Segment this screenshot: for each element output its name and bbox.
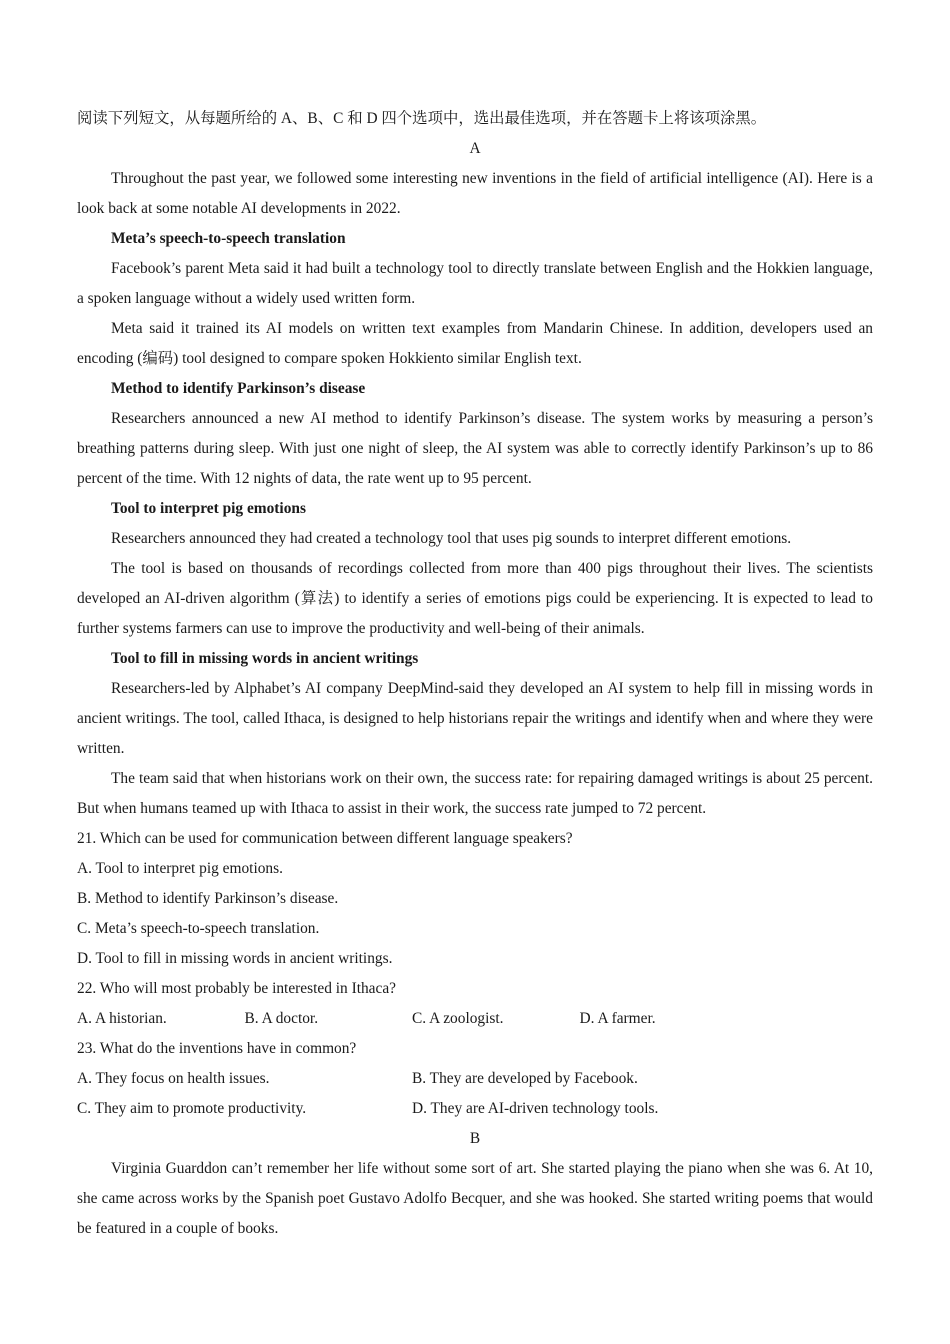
paragraph: Facebook’s parent Meta said it had built a technology tool to directly translate between English and the Hokkien language, a spoken language without a widely used written form.	[77, 260, 873, 307]
passage-a-intro: Throughout the past year, we followed some interesting new inventions in the field of artificial intelligence (AI). Here is a look back at some notable AI developments in 2022.	[77, 170, 873, 217]
paragraph: The tool is based on thousands of recordings collected from more than 400 pigs throughout their lives. The scientists developed an AI-driven algorithm (算法) to identify a series of emotions pigs could be experiencing. It is expected to lead to further systems farmers can use to improve the productivity and well-being of their animals.	[77, 560, 873, 637]
question-21-stem: 21. Which can be used for communication between different language speakers?	[77, 830, 573, 847]
question-23-option-a: A. They focus on health issues.	[77, 1070, 270, 1087]
question-21-option-d: D. Tool to fill in missing words in ancient writings.	[77, 950, 393, 967]
question-23-option-d: D. They are AI-driven technology tools.	[412, 1100, 659, 1117]
passage-a-label: A	[469, 140, 481, 157]
question-23-options-row-2	[77, 1094, 873, 1124]
exam-page	[77, 104, 873, 1244]
section-heading-parkinsons: Method to identify Parkinson’s disease	[111, 380, 366, 397]
question-21-option-c: C. Meta’s speech-to-speech translation.	[77, 920, 320, 937]
question-23-option-c: C. They aim to promote productivity.	[77, 1100, 307, 1117]
paragraph: Researchers announced a new AI method to identify Parkinson’s disease. The system works by measuring a person’s breathing patterns during sleep. With just one night of sleep, the AI system was able to correctly identify Parkinson’s up to 86 percent of the time. With 12 nights of data, the rate went up to 95 percent.	[77, 410, 873, 487]
question-22-option-a: A. A historian.	[77, 1010, 167, 1027]
question-23-stem: 23. What do the inventions have in common?	[77, 1040, 357, 1057]
paragraph: The team said that when historians work on their own, the success rate: for repairing damaged writings is about 25 percent. But when humans teamed up with Ithaca to assist in their work, the success rate jumped to 72 percent.	[77, 770, 873, 817]
section-heading-pig-emotions: Tool to interpret pig emotions	[111, 500, 306, 517]
passage-b-label: B	[469, 1130, 481, 1147]
paragraph: Researchers-led by Alphabet’s AI company DeepMind-said they developed an AI system to help fill in missing words in ancient writings. The tool, called Ithaca, is designed to help historians repair the writings and identify when and where they were written.	[77, 680, 873, 757]
question-22-option-d: D. A farmer.	[579, 1010, 656, 1027]
question-22-option-c: C. A zoologist.	[412, 1010, 504, 1027]
question-22-options	[77, 1004, 873, 1034]
question-23-option-b: B. They are developed by Facebook.	[412, 1070, 638, 1087]
passage-b-paragraph: Virginia Guarddon can’t remember her life without some sort of art. She started playing the piano when she was 6. At 10, she came across works by the Spanish poet Gustavo Adolfo Becquer, and she was hooked. She started writing poems that would be featured in a couple of books.	[77, 1160, 873, 1237]
question-22-option-b: B. A doctor.	[244, 1010, 319, 1027]
paragraph: Meta said it trained its AI models on written text examples from Mandarin Chinese. In addition, developers used an encoding (编码) tool designed to compare spoken Hokkiento similar English text.	[77, 320, 873, 367]
question-21-option-a: A. Tool to interpret pig emotions.	[77, 860, 283, 877]
section-heading-ancient-writings: Tool to fill in missing words in ancient writings	[111, 650, 419, 667]
question-21-option-b: B. Method to identify Parkinson’s disease.	[77, 890, 339, 907]
section-heading-translation: Meta’s speech-to-speech translation	[111, 230, 346, 247]
question-23-options-row-1	[77, 1064, 873, 1094]
question-22-stem: 22. Who will most probably be interested in Ithaca?	[77, 980, 396, 997]
paragraph: Researchers announced they had created a technology tool that uses pig sounds to interpret different emotions.	[111, 530, 792, 547]
instruction: 阅读下列短文，从每题所给的 A、B、C 和 D 四个选项中，选出最佳选项，并在答题卡上将该项涂黑。	[77, 110, 767, 127]
